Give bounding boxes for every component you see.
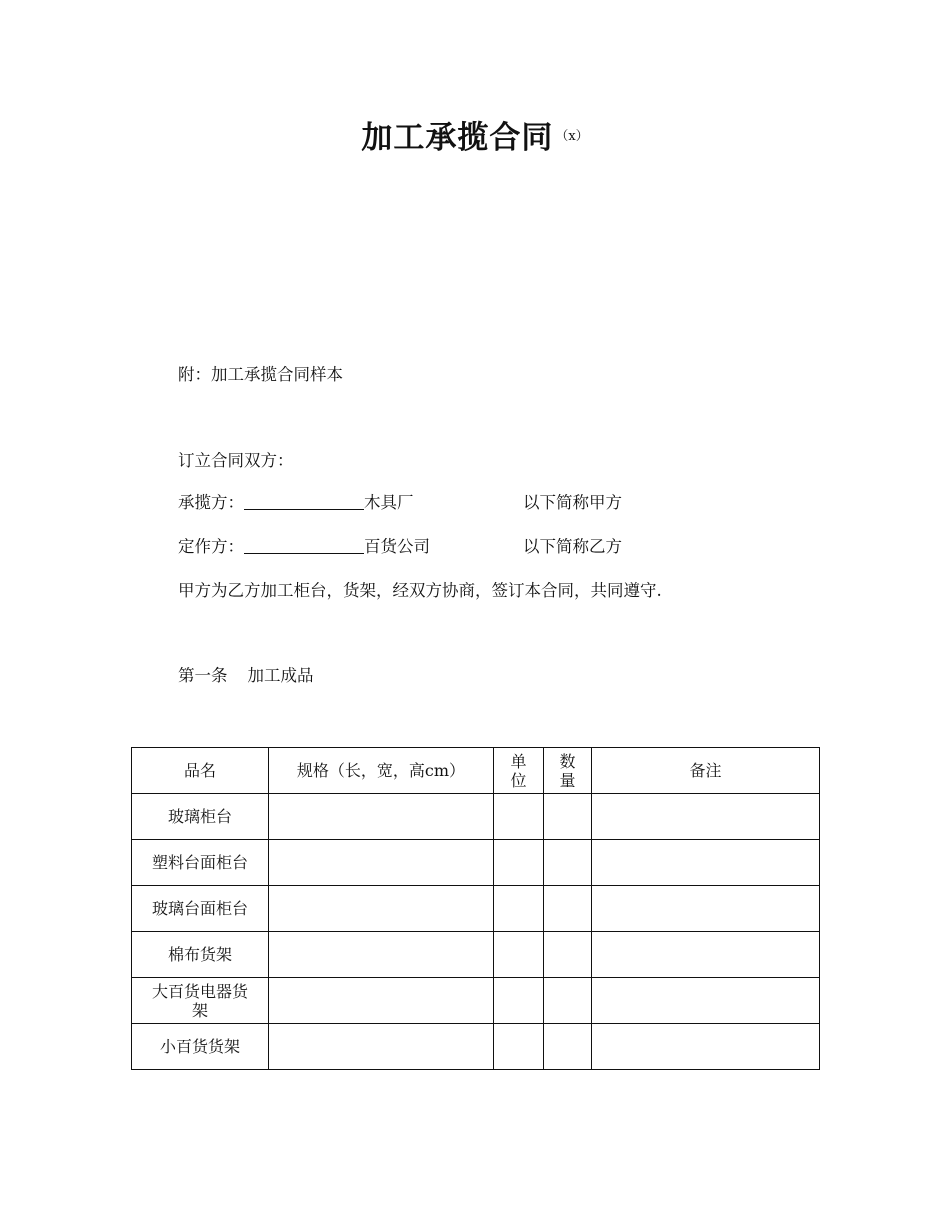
table-row (132, 794, 820, 840)
intro-sentence: 甲方为乙方加工柜台，货架，经双方协商，签订本合同，共同遵守. (178, 581, 662, 600)
header-remark: 备注 (592, 748, 820, 794)
article-1-heading (178, 662, 314, 686)
row-spec-cell[interactable] (269, 886, 494, 932)
row-spec-cell[interactable] (269, 978, 494, 1024)
row-name-text: 大百货电器货架 (151, 981, 248, 1020)
title-main: 加工承揽合同 (361, 120, 554, 156)
row-remark-cell[interactable] (592, 978, 820, 1024)
contractor-alias: 以下简称甲方 (523, 493, 622, 512)
table-row (132, 840, 820, 886)
attachment-line: 附：加工承揽合同样本 (178, 365, 343, 384)
row-name (132, 978, 269, 1024)
header-spec: 规格（长，宽，高cm） (269, 748, 494, 794)
row-spec-cell[interactable] (269, 840, 494, 886)
row-name: 小百货货架 (132, 1024, 269, 1070)
header-quantity (544, 748, 592, 794)
row-name: 玻璃柜台 (132, 794, 269, 840)
row-quantity-cell[interactable] (544, 978, 592, 1024)
row-unit-cell[interactable] (494, 1024, 544, 1070)
row-name: 玻璃台面柜台 (132, 886, 269, 932)
header-unit-text: 单位 (510, 751, 527, 790)
row-quantity-cell[interactable] (544, 840, 592, 886)
article-1-title: 加工成品 (247, 666, 314, 685)
row-unit-cell[interactable] (494, 932, 544, 978)
row-unit-cell[interactable] (494, 886, 544, 932)
contractor-line (178, 489, 414, 513)
row-spec-cell[interactable] (269, 794, 494, 840)
orderer-name-suffix: 百货公司 (364, 537, 430, 556)
orderer-line (178, 533, 430, 557)
row-remark-cell[interactable] (592, 794, 820, 840)
row-spec-cell[interactable] (269, 1024, 494, 1070)
row-quantity-cell[interactable] (544, 932, 592, 978)
products-table (131, 747, 820, 1070)
orderer-name-blank[interactable] (244, 537, 364, 554)
table-row (132, 978, 820, 1024)
row-quantity-cell[interactable] (544, 794, 592, 840)
row-remark-cell[interactable] (592, 932, 820, 978)
row-name: 塑料台面柜台 (132, 840, 269, 886)
table-row (132, 932, 820, 978)
header-unit (494, 748, 544, 794)
row-name: 棉布货架 (132, 932, 269, 978)
header-quantity-text: 数量 (559, 751, 576, 790)
orderer-alias: 以下简称乙方 (523, 537, 622, 556)
row-remark-cell[interactable] (592, 840, 820, 886)
parties-heading: 订立合同双方： (178, 451, 294, 470)
row-spec-cell[interactable] (269, 932, 494, 978)
row-unit-cell[interactable] (494, 794, 544, 840)
row-remark-cell[interactable] (592, 886, 820, 932)
table-row (132, 1024, 820, 1070)
row-quantity-cell[interactable] (544, 886, 592, 932)
contractor-name-suffix: 木具厂 (364, 493, 414, 512)
table-header-row (132, 748, 820, 794)
header-name: 品名 (132, 748, 269, 794)
contractor-name-blank[interactable] (244, 493, 364, 510)
article-1-number: 第一条 (178, 666, 228, 685)
orderer-label: 定作方： (178, 537, 244, 556)
document-title (0, 112, 950, 157)
title-suffix: （x） (555, 129, 589, 144)
row-quantity-cell[interactable] (544, 1024, 592, 1070)
table-row (132, 886, 820, 932)
row-unit-cell[interactable] (494, 840, 544, 886)
contractor-label: 承揽方： (178, 493, 244, 512)
row-remark-cell[interactable] (592, 1024, 820, 1070)
row-unit-cell[interactable] (494, 978, 544, 1024)
